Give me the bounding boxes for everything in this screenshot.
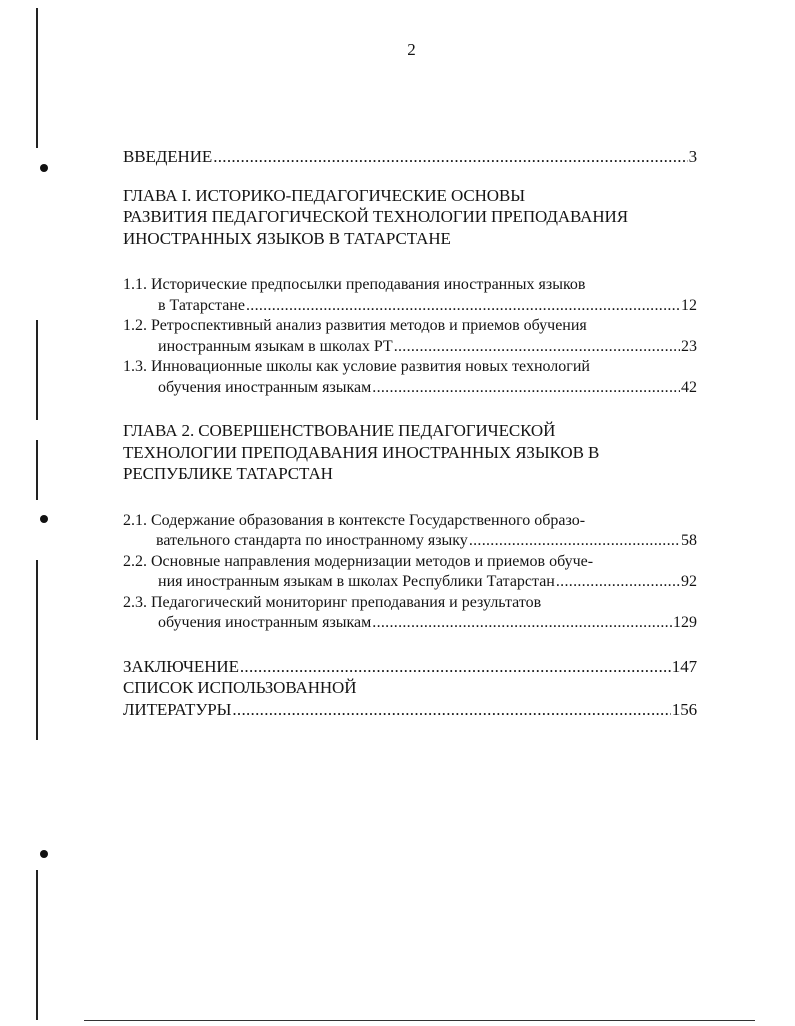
toc-page-ref: 92 (681, 573, 697, 590)
chapter-heading-line: ИНОСТРАННЫХ ЯЗЫКОВ В ТАТАРСТАНЕ (123, 228, 451, 248)
toc-page-ref: 156 (671, 699, 697, 719)
chapter-heading-line: РЕСПУБЛИКЕ ТАТАРСТАН (123, 464, 333, 483)
toc-page-ref: 129 (673, 614, 697, 631)
section-title-end: в Татарстане (158, 296, 245, 314)
toc-section-2-1 (123, 511, 697, 552)
dot-leader (372, 378, 680, 399)
toc-entry-conclusion (123, 656, 697, 678)
chapter-heading-line: РАЗВИТИЯ ПЕДАГОГИЧЕСКОЙ ТЕХНОЛОГИИ ПРЕПОДАВАНИЯ (123, 207, 628, 226)
toc-page-ref: 58 (681, 532, 697, 549)
dot-leader (246, 296, 680, 317)
punch-hole-mark (40, 164, 48, 172)
section-title-last-line (123, 296, 697, 317)
toc-page-ref: 3 (688, 147, 697, 166)
section-title-end: вательного стандарта по иностранному языку (156, 532, 468, 549)
section-title-last-line (123, 613, 697, 634)
dot-leader (394, 337, 680, 358)
section-title-end: обучения иностранным языкам (158, 378, 372, 396)
punch-hole-mark (40, 850, 48, 858)
page-number: 2 (407, 40, 416, 59)
dot-leader (232, 699, 670, 721)
toc-entry-introduction (123, 146, 697, 168)
punch-hole-mark (40, 515, 48, 523)
scan-edge-line (36, 320, 38, 420)
dot-leader (240, 656, 671, 678)
chapter-heading-line: ГЛАВА 2. СОВЕРШЕНСТВОВАНИЕ ПЕДАГОГИЧЕСКОЙ (123, 421, 556, 440)
toc-section-2-3 (123, 593, 697, 634)
chapter-1-heading (123, 185, 697, 250)
chapter-2-sections (123, 511, 697, 634)
toc-section-2-2 (123, 552, 697, 593)
section-title-line: 1.1. Исторические предпосылки преподавания иностранных языков (123, 276, 586, 293)
scan-edge-line (36, 440, 38, 500)
toc-page-ref: 23 (681, 337, 697, 355)
table-of-contents (123, 146, 697, 720)
bottom-edge-line (84, 1020, 755, 1022)
references-last-line (123, 699, 697, 721)
section-title-line: 1.2. Ретроспективный анализ развития методов и приемов обучения (123, 317, 587, 334)
dot-leader (213, 146, 687, 168)
toc-section-1-1 (123, 275, 697, 316)
chapter-heading-line: ТЕХНОЛОГИИ ПРЕПОДАВАНИЯ ИНОСТРАННЫХ ЯЗЫКОВ В (123, 442, 600, 462)
toc-entry-label: ЗАКЛЮЧЕНИЕ (123, 656, 239, 676)
section-title-last-line (123, 572, 697, 593)
section-title-end: обучения иностранным языкам (158, 614, 372, 631)
toc-page-ref: 147 (671, 656, 697, 676)
chapter-1-sections (123, 275, 697, 398)
toc-entry-label: ВВЕДЕНИЕ (123, 147, 213, 166)
section-title-last-line (123, 378, 697, 399)
scan-edge-line (36, 8, 38, 148)
toc-page-ref: 12 (681, 296, 697, 314)
dot-leader (556, 572, 680, 593)
toc-section-1-2 (123, 316, 697, 357)
section-title-end: ния иностранным языкам в школах Республики Татарстан (158, 573, 555, 590)
scan-edge-line (36, 870, 38, 1020)
toc-page-ref: 42 (681, 378, 697, 396)
toc-section-1-3 (123, 357, 697, 398)
dot-leader (372, 613, 672, 634)
scan-edge-line (36, 560, 38, 740)
toc-entry-label: СПИСОК ИСПОЛЬЗОВАННОЙ (123, 678, 357, 697)
section-title-line: 1.3. Инновационные школы как условие развития новых технологий (123, 358, 590, 375)
chapter-2-heading (123, 420, 697, 485)
chapter-heading-line: ГЛАВА I. ИСТОРИКО-ПЕДАГОГИЧЕСКИЕ ОСНОВЫ (123, 185, 525, 205)
toc-entry-label-end: ЛИТЕРАТУРЫ (123, 699, 232, 719)
dot-leader (469, 531, 680, 552)
section-title-line: 2.2. Основные направления модернизации методов и приемов обуче- (123, 552, 594, 570)
section-title-line: 2.3. Педагогический мониторинг преподавания и результатов (123, 593, 542, 611)
section-title-line: 2.1. Содержание образования в контексте Государственного образо- (123, 511, 586, 529)
section-title-last-line (123, 337, 697, 358)
toc-entry-references (123, 677, 697, 720)
section-title-last-line (123, 531, 697, 552)
section-title-end: иностранным языкам в школах РТ (158, 337, 393, 355)
